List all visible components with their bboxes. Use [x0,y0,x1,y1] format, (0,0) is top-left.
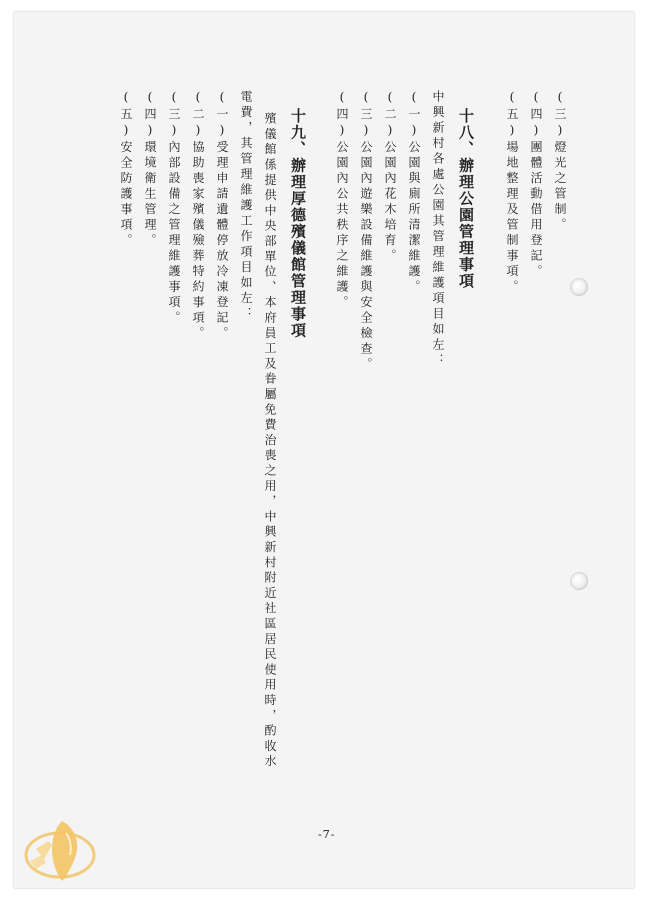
text-line: (一)受理申請遺體停放冷凍登記。 [215,90,229,342]
text-line: (五)安全防護事項。 [119,90,133,249]
text-line: 電費，其管理維護工作項目如左： [239,90,253,323]
text-line: (四)團體活動借用登記。 [529,90,543,280]
text-line: (三)燈光之管制。 [553,90,567,234]
document-page [14,12,634,888]
section-heading-19: 十九、辦理厚德殯儀館管理事項 [289,108,307,339]
text-line: (四)環境衛生管理。 [143,90,157,249]
text-line: (二)公園內花木培育。 [383,90,397,265]
punch-hole [570,572,588,590]
text-line: (三)內部設備之管理維護事項。 [167,90,181,327]
text-line: (一)公園與廁所清潔維護。 [407,90,421,296]
text-line: (五)場地整理及管制事項。 [505,90,519,296]
section-heading-18: 十八、辦理公園管理事項 [457,108,475,290]
text-line: (二)協助喪家殯儀殮葬特約事項。 [191,90,205,342]
text-line: (四)公園內公共秩序之維護。 [335,90,349,311]
archive-logo-icon [22,815,98,885]
page-number: -7- [318,828,336,841]
punch-hole [570,278,588,296]
text-line: 中興新村各處公園其管理維護項目如左： [431,90,445,369]
text-line: (三)公園內遊樂設備維護與安全檢查。 [359,90,373,373]
text-line: 殯儀館係提供中央部單位、本府員工及眷屬免費治喪之用，中興新村附近社區居民使用時，酌收水 [263,112,277,770]
